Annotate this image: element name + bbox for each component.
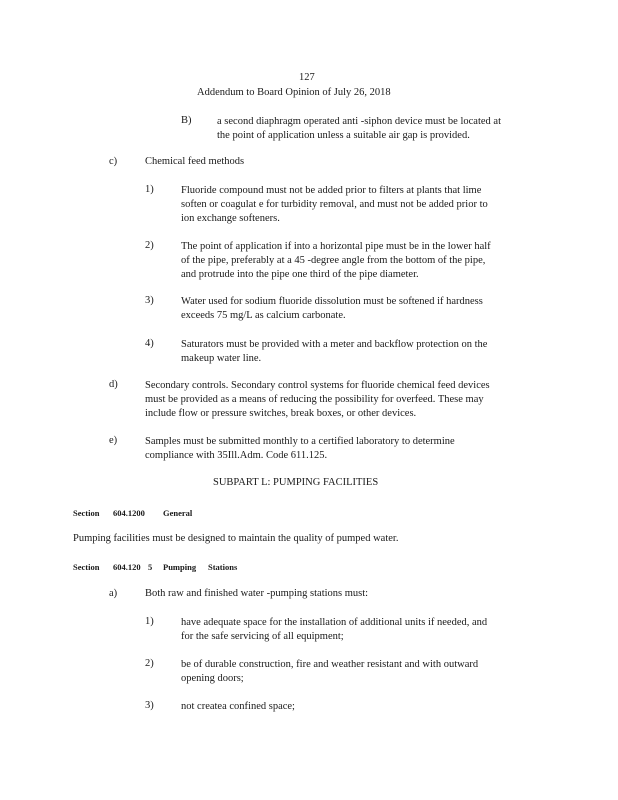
text-line: compliance with 35Ill.Adm. Code 611.125. bbox=[145, 450, 328, 461]
page-number: 127 bbox=[299, 72, 315, 83]
subpart-title: SUBPART L: PUMPING FACILITIES bbox=[213, 477, 379, 488]
text-line: must be provided as a means of reducing the possibility for overfeed. These may bbox=[145, 394, 484, 405]
text-line: The point of application if into a horizontal pipe must be in the lower half bbox=[181, 241, 491, 252]
item-a1-text bbox=[181, 616, 487, 644]
item-a1-marker: 1) bbox=[145, 616, 154, 627]
text-line: a second diaphragm operated anti -siphon device must be located at bbox=[217, 116, 501, 127]
text-line: Water used for sodium fluoride dissolution must be softened if hardness bbox=[181, 296, 483, 307]
text-line: Samples must be submitted monthly to a certified laboratory to determine bbox=[145, 436, 455, 447]
item-c3-marker: 3) bbox=[145, 295, 154, 306]
item-a2-text bbox=[181, 658, 478, 686]
text-line: not createa confined space; bbox=[181, 701, 295, 712]
text-line: exceeds 75 mg/L as calcium carbonate. bbox=[181, 310, 346, 321]
text-line: opening doors; bbox=[181, 673, 244, 684]
text-line: and protrude into the pipe one third of the pipe diameter. bbox=[181, 269, 419, 280]
item-e-marker: e) bbox=[109, 435, 118, 446]
item-c4-text bbox=[181, 338, 487, 366]
text-line: Fluoride compound must not be added prior to filters at plants that lime bbox=[181, 185, 482, 196]
item-b-marker: B) bbox=[181, 115, 192, 126]
text-line: be of durable construction, fire and weather resistant and with outward bbox=[181, 659, 479, 670]
item-b-text bbox=[217, 115, 501, 143]
section-1205-title-2: Stations bbox=[208, 562, 238, 572]
item-c1-text bbox=[181, 184, 488, 226]
section-1200-label: Section bbox=[73, 508, 100, 518]
text-line: of the pipe, preferably at a 45 -degree angle from the bottom of the pipe, bbox=[181, 255, 486, 266]
item-a-intro: Both raw and finished water -pumping stations must: bbox=[145, 588, 369, 599]
section-1200-number: 604.1200 bbox=[113, 508, 145, 518]
page-header: Addendum to Board Opinion of July 26, 2018 bbox=[197, 87, 391, 98]
item-a-marker: a) bbox=[109, 588, 118, 599]
text-line: ion exchange softeners. bbox=[181, 213, 280, 224]
item-c-heading: Chemical feed methods bbox=[145, 156, 245, 167]
item-d-marker: d) bbox=[109, 379, 118, 390]
item-d-text bbox=[145, 379, 490, 421]
text-line: the point of application unless a suitable air gap is provided. bbox=[217, 130, 470, 141]
item-c2-text bbox=[181, 240, 491, 282]
item-a3-marker: 3) bbox=[145, 700, 154, 711]
text-line: have adequate space for the installation of additional units if needed, and bbox=[181, 617, 488, 628]
text-line: makeup water line. bbox=[181, 353, 262, 364]
text-line: soften or coagulat e for turbidity removal, and must not be added prior to bbox=[181, 199, 488, 210]
section-1205-title-1: Pumping bbox=[163, 562, 197, 572]
section-1205-label: Section bbox=[73, 562, 100, 572]
item-e-text bbox=[145, 435, 455, 463]
item-c-marker: c) bbox=[109, 156, 118, 167]
section-1205-number-suffix: 5 bbox=[148, 562, 153, 572]
item-c1-marker: 1) bbox=[145, 184, 154, 195]
section-1200-title: General bbox=[163, 508, 193, 518]
item-a3-text bbox=[181, 700, 295, 714]
item-c4-marker: 4) bbox=[145, 338, 154, 349]
item-c2-marker: 2) bbox=[145, 240, 154, 251]
text-line: Saturators must be provided with a meter and backflow protection on the bbox=[181, 339, 488, 350]
section-1200-body: Pumping facilities must be designed to maintain the quality of pumped water. bbox=[73, 533, 399, 544]
section-1205-number: 604.120 bbox=[113, 562, 141, 572]
text-line: include flow or pressure switches, break boxes, or other devices. bbox=[145, 408, 417, 419]
text-line: Secondary controls. Secondary control systems for fluoride chemical feed devices bbox=[145, 380, 490, 391]
item-a2-marker: 2) bbox=[145, 658, 154, 669]
text-line: for the safe servicing of all equipment; bbox=[181, 631, 344, 642]
item-c3-text bbox=[181, 295, 483, 323]
